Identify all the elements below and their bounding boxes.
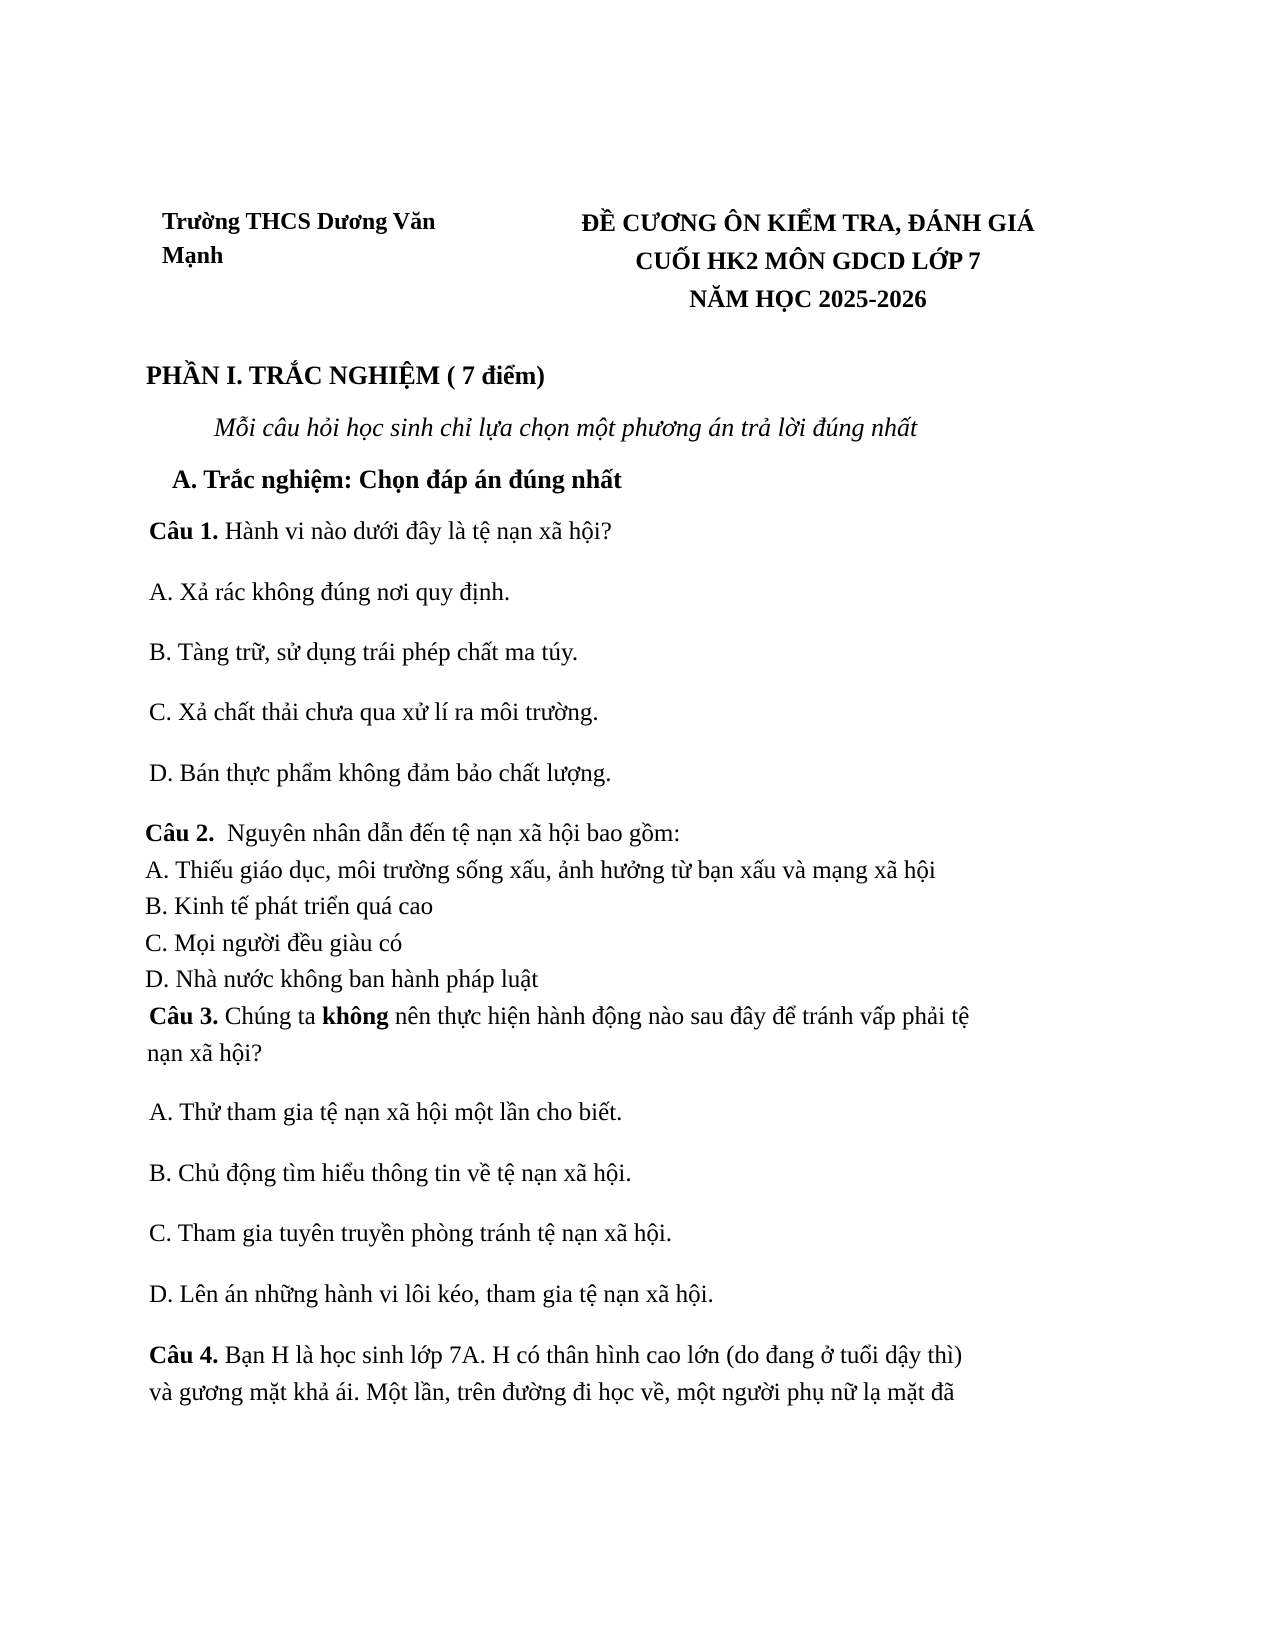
title-line-1: ĐỀ CƯƠNG ÔN KIỂM TRA, ĐÁNH GIÁ — [581, 210, 1035, 237]
question-label: Câu 3. — [149, 1003, 219, 1030]
school-name: Trường THCS Dương Văn Mạnh — [162, 209, 436, 269]
question-label: Câu 1. — [149, 518, 219, 545]
q1-option-b: B. Tàng trữ, sử dụng trái phép chất ma túy. — [149, 639, 579, 666]
part1-heading: PHẦN I. TRẮC NGHIỆM ( 7 điểm) — [146, 361, 545, 390]
question-text-before: Chúng ta — [224, 1003, 316, 1030]
q3-option-c: C. Tham gia tuyên truyền phòng tránh tệ nạn xã hội. — [149, 1220, 673, 1247]
title-line-2: CUỐI HK2 MÔN GDCD LỚP 7 — [635, 248, 981, 275]
question-label: Câu 2. — [145, 820, 215, 847]
question-text-after: nên thực hiện hành động nào sau đây để tránh vấp phải tệ — [394, 1003, 970, 1030]
document-title — [518, 205, 1098, 319]
q3-option-d: D. Lên án những hành vi lôi kéo, tham gia tệ nạn xã hội. — [149, 1281, 714, 1308]
question-text: Hành vi nào dưới đây là tệ nạn xã hội? — [224, 518, 612, 545]
question-text: Bạn H là học sinh lớp 7A. H có thân hình cao lớn (do đang ở tuổi dậy thì) — [224, 1342, 963, 1369]
question-text: Nguyên nhân dẫn đến tệ nạn xã hội bao gồm: — [226, 820, 681, 847]
section-a-heading: A. Trắc nghiệm: Chọn đáp án đúng nhất — [172, 465, 622, 494]
question-2 — [145, 818, 680, 850]
q2-option-a: A. Thiếu giáo dục, môi trường sống xấu, ảnh hưởng từ bạn xấu và mạng xã hội — [145, 857, 936, 884]
q3-option-a: A. Thử tham gia tệ nạn xã hội một lần cho biết. — [149, 1099, 623, 1126]
title-line-3: NĂM HỌC 2025-2026 — [689, 286, 927, 313]
q2-option-d: D. Nhà nước không ban hành pháp luật — [145, 966, 539, 993]
question-4 — [149, 1340, 962, 1372]
question-1 — [149, 516, 612, 548]
q1-option-d: D. Bán thực phẩm không đảm bảo chất lượng. — [149, 760, 612, 787]
q1-option-a: A. Xả rác không đúng nơi quy định. — [149, 579, 511, 606]
question-emphasis: không — [321, 1003, 389, 1030]
q1-option-c: C. Xả chất thải chưa qua xử lí ra môi trường. — [149, 699, 599, 726]
question-4-line-2: và gương mặt khả ái. Một lần, trên đường đi học về, một người phụ nữ lạ mặt đã — [149, 1379, 955, 1406]
question-3-line-2: nạn xã hội? — [147, 1040, 263, 1067]
q2-option-c: C. Mọi người đều giàu có — [145, 930, 403, 957]
q2-option-b: B. Kinh tế phát triển quá cao — [145, 893, 434, 920]
question-label: Câu 4. — [149, 1342, 219, 1369]
part1-instruction: Mỗi câu hỏi học sinh chỉ lựa chọn một phương án trả lời đúng nhất — [214, 413, 918, 442]
q3-option-b: B. Chủ động tìm hiểu thông tin về tệ nạn xã hội. — [149, 1160, 632, 1187]
question-3 — [149, 1001, 969, 1033]
